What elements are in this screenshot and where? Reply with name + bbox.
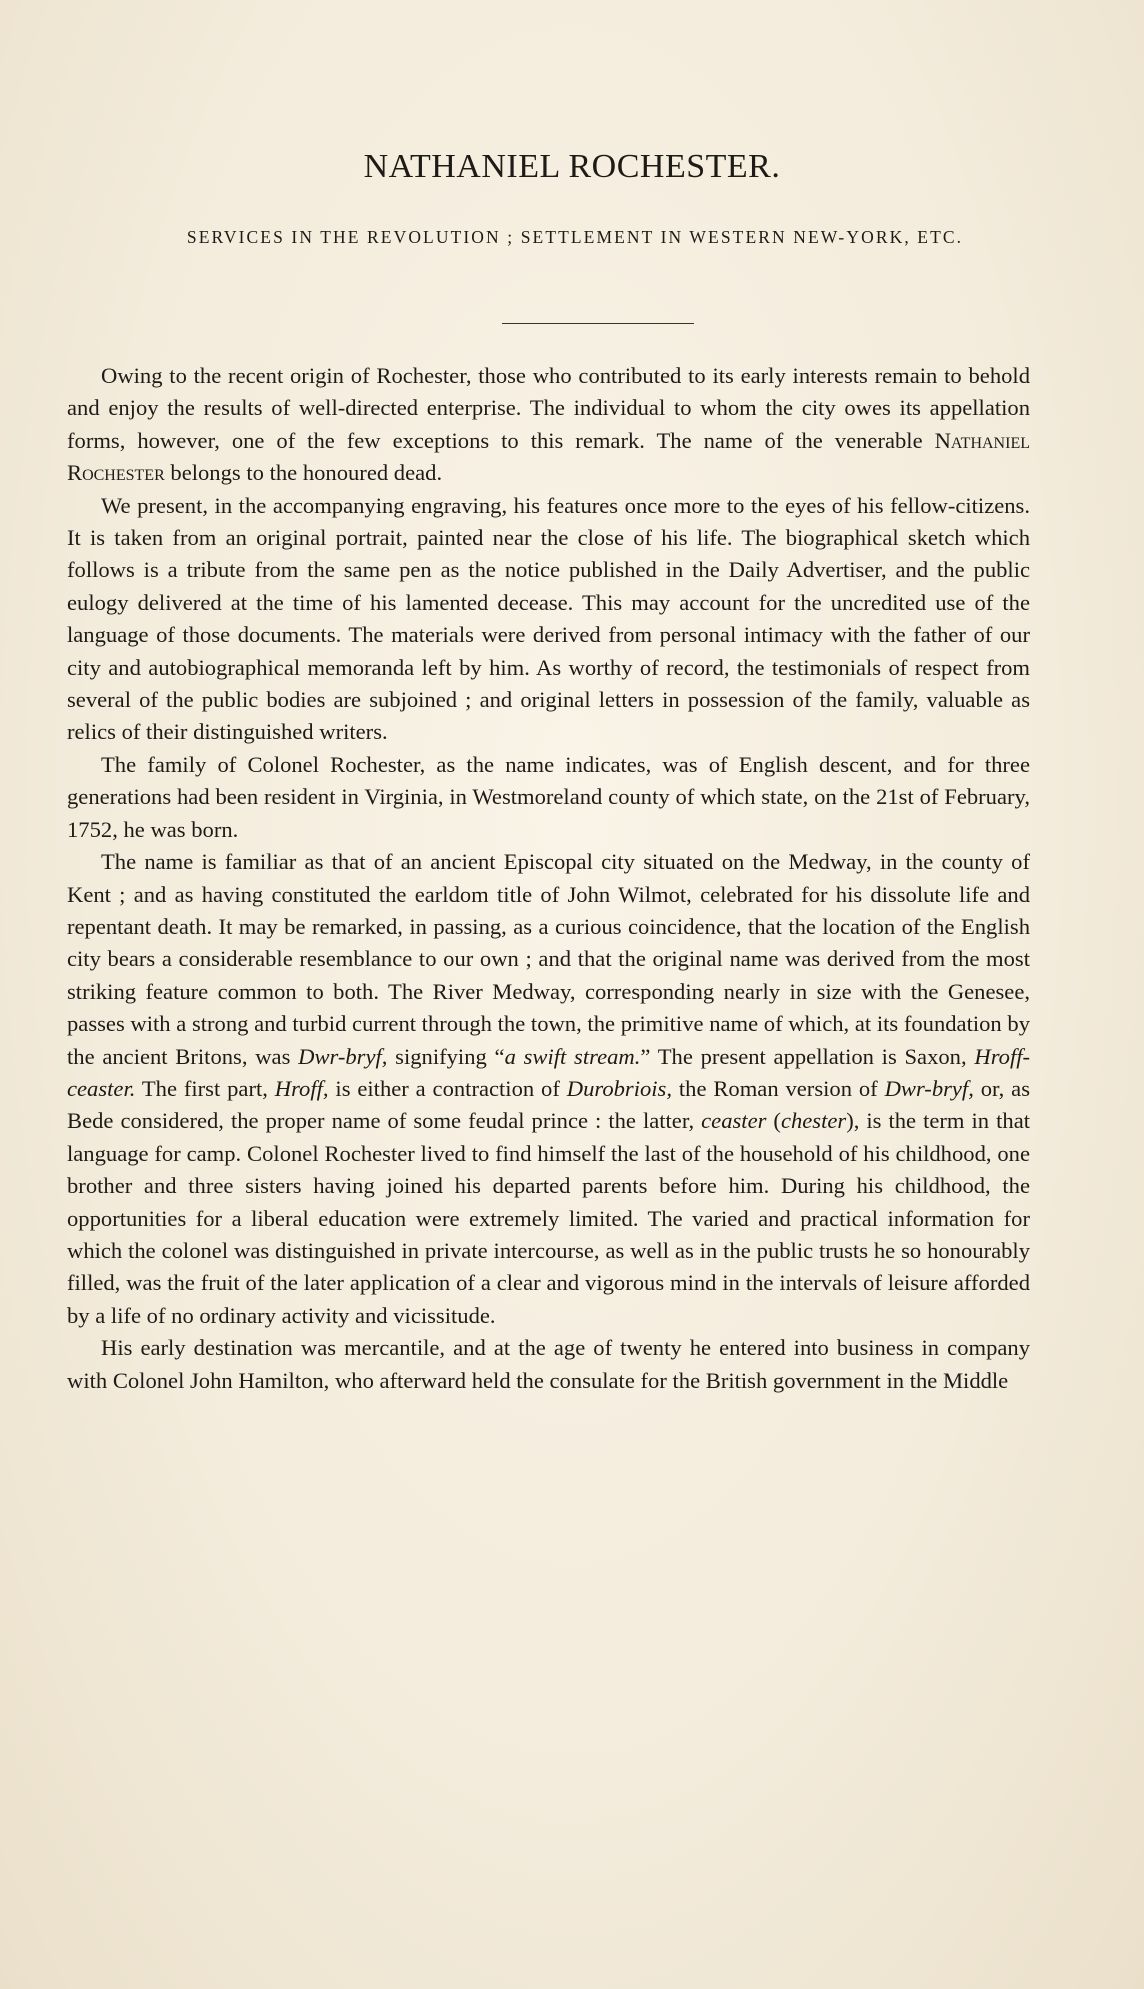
italic-term: Hroff-ceaster. [67,1043,1031,1101]
text-span: is either a contraction of [335,1075,560,1101]
article-body [67,360,1030,1397]
title-divider [502,323,694,324]
bleed-through-text [440,44,840,72]
paragraph-4 [67,846,1030,1332]
text-span: belongs to the honoured dead. [170,460,443,486]
text-span: Owing to the recent origin of Rochester, those who contributed to its early interests remain to behold and enjoy the results of well-directed enterprise. The individual to whom the city owes its appellation forms, however, one of the few exceptions to this remark. The name of the venerable [67,363,1030,453]
text-span: ( [773,1108,781,1134]
italic-term: chester [780,1108,847,1134]
chapter-subtitle: SERVICES IN THE REVOLUTION ; SETTLEMENT IN WESTERN NEW-YORK, ETC. [186,227,964,247]
text-span: We present, in the accompanying engraving, his features once more to the eyes of his fellow-citizens. It is taken from an original portrait, painted near the close of his life. The biographical sketch which follows is a tribute from the same pen as the notice published in the Daily Advertiser, and the public eulogy delivered at the time of his lamented decease. This may account for the uncredited use of the language of those documents. The materials were derived from personal intimacy with the father of our city and autobiographical memoranda left by him. As worthy of record, the testimonials of respect from several of the public bodies are subjoined ; and original letters in possession of the family, valuable as relics of their distinguished writers. [67,492,1030,745]
italic-term: Dwr-bryf, [298,1043,388,1069]
italic-term: a swift stream. [504,1043,641,1069]
page-title: NATHANIEL ROCHESTER. [363,148,781,185]
italic-term: Hroff, [274,1075,329,1101]
text-span: signifying “ [395,1043,505,1069]
italic-term: Dwr-bryf, [884,1075,974,1101]
paragraph-3 [67,749,1030,846]
text-span: ), is the term in that language for camp. Colonel Rochester lived to find himself the last of the household of his childhood, one brother and three sisters having joined his departed parents before him. During his childhood, the opportunities for a liberal education were extremely limited. The varied and practical information for which the colonel was distinguished in private intercourse, as well as in the public trusts he so honourably filled, was the fruit of the later application of a clear and vigorous mind in the intervals of leisure afforded by a life of no ordinary activity and vicissitude. [67,1108,1031,1328]
text-span: or, as Bede considered, the proper name of some feudal prince : the latter, [67,1075,1030,1134]
paragraph-5 [67,1332,1030,1397]
paragraph-1 [67,360,1030,490]
text-span: The family of Colonel Rochester, as the name indicates, was of English descent, and for three generations had been resident in Virginia, in Westmoreland county of which state, on the 21st of February, 1752, he was born. [67,751,1030,842]
person-name: Nathaniel Rochester [67,427,1030,486]
text-span: His early destination was mercantile, and at the age of twenty he entered into business in company with Colonel John Hamilton, who afterward held the consulate for the British government in the Middle [67,1335,1030,1393]
paragraph-2 [67,490,1030,749]
text-span: The first part, [141,1075,268,1101]
italic-term: ceaster [701,1108,767,1134]
text-span: ” The present appellation is Saxon, [640,1043,967,1069]
text-span: The name is familiar as that of an ancient Episcopal city situated on the Medway, in the county of Kent ; and as having constituted the earldom title of John Wilmot, celebrated for his dissolute life and repentant death. It may be remarked, in passing, as a curious coincidence, that the location of the English city bears a considerable resemblance to our own ; and that the original name was derived from the most striking feature common to both. The River Medway, corresponding nearly in size with the Genesee, passes with a strong and turbid current through the town, the primitive name of which, at its foundation by the ancient Britons, was [67,849,1030,1069]
italic-term: Durobriois, [566,1075,672,1101]
text-span: the Roman version of [678,1075,878,1101]
